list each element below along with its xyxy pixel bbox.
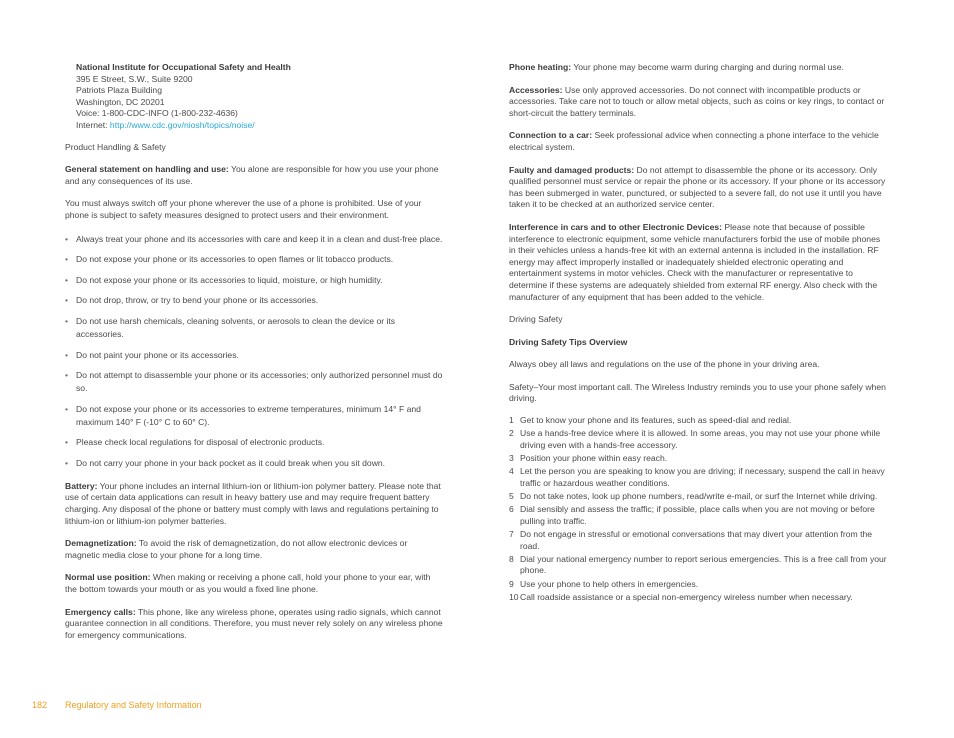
tip-number: 5 bbox=[509, 491, 514, 501]
switch-off-text: You must always switch off your phone wherever the use of a phone is prohibited. Use of your phone is subject to safety measures designed to protect users and their environment. bbox=[65, 198, 422, 220]
demagnetization-paragraph bbox=[65, 538, 443, 561]
safety-important-text: Safety–Your most important call. The Wireless Industry reminds you to use your phone safely when driving. bbox=[509, 381, 886, 404]
list-item: • Do not expose your phone or its accessories to open flames or lit tobacco products. bbox=[65, 253, 443, 266]
internet-label: Internet: bbox=[76, 119, 108, 130]
driving-tips-heading: Driving Safety Tips Overview bbox=[509, 336, 628, 347]
tip-text: Use your phone to help others in emergencies. bbox=[520, 578, 699, 589]
tip-text: Let the person you are speaking to know you are driving; if necessary, suspend the call in heavy traffic or hazardous weather conditions. bbox=[520, 466, 885, 488]
tip-number: 1 bbox=[509, 415, 514, 426]
page-number: 182 bbox=[32, 700, 48, 710]
section-title-driving-safety: Driving Safety bbox=[509, 314, 563, 325]
list-item bbox=[509, 504, 887, 527]
interference-title: Interference in cars and to other Electronic Devices: bbox=[509, 221, 723, 232]
tip-number: 3 bbox=[509, 453, 514, 464]
address-line: Washington, DC 20201 bbox=[76, 96, 165, 107]
normal-use-paragraph bbox=[65, 572, 443, 595]
page-footer bbox=[32, 700, 202, 712]
tip-number: 8 bbox=[509, 553, 514, 564]
tip-number: 9 bbox=[509, 578, 514, 589]
address-line: Patriots Plaza Building bbox=[76, 85, 162, 96]
address-org: National Institute for Occupational Safety and Health bbox=[76, 62, 291, 72]
interference-text: Please note that because of possible interference to electronic equipment, some vehicle manufacturers forbid the use of mobile phones in their vehicles unless a hands-free kit with an external antenna is included in the installation. RF energy may affect improperly installed or inadequately shielded electronic operating and entertainment systems in motor vehicles. Check with the manufacturer or representative to determine if these systems are adequately shielded from external RF energy. Also check with the manufacturer of any equipment that has been added to the vehicle. bbox=[509, 221, 881, 302]
address-line: Voice: 1-800-CDC-INFO (1-800-232-4636) bbox=[76, 108, 238, 119]
list-item bbox=[509, 491, 887, 503]
tip-number: 10 bbox=[509, 591, 519, 602]
accessories-text: Use only approved accessories. Do not connect with incompatible products or accessories. Take care not to touch or allow metal objects, such as coins or key rings, to contact or short-circuit the battery terminals. bbox=[509, 84, 885, 118]
car-connection-paragraph bbox=[509, 130, 887, 153]
emergency-text: This phone, like any wireless phone, operates using radio signals, which cannot guarantee connection in all conditions. Therefore, you must never rely solely on any wireless phone for emergency communications. bbox=[65, 606, 443, 640]
list-item: • Do not paint your phone or its accessories. bbox=[65, 349, 443, 362]
general-text: You alone are responsible for how you use your phone and any consequences of its use. bbox=[65, 164, 439, 186]
accessories-title: Accessories: bbox=[509, 84, 563, 95]
tip-text: Dial your national emergency number to report serious emergencies. This is a free call from your phone. bbox=[520, 553, 887, 576]
tip-number: 7 bbox=[509, 528, 514, 539]
tip-text: Call roadside assistance or a special non-emergency wireless number when necessary. bbox=[520, 591, 853, 602]
list-item bbox=[509, 592, 887, 604]
interference-paragraph bbox=[509, 222, 887, 303]
handling-bullet-list bbox=[65, 233, 443, 470]
driving-tips-list bbox=[509, 415, 887, 603]
list-item bbox=[509, 428, 887, 451]
address-internet bbox=[76, 120, 443, 132]
tip-text: Do not engage in stressful or emotional conversations that may divert your attention from the road. bbox=[520, 528, 873, 551]
tip-number: 2 bbox=[509, 428, 514, 439]
car-text: Seek professional advice when connecting a phone interface to the vehicle electrical system. bbox=[509, 130, 879, 152]
heating-title: Phone heating: bbox=[509, 62, 572, 72]
address-line: 395 E Street, S.W., Suite 9200 bbox=[76, 73, 193, 84]
list-item bbox=[509, 554, 887, 577]
tip-text: Get to know your phone and its features, such as speed-dial and redial. bbox=[520, 415, 792, 426]
list-item bbox=[509, 415, 887, 427]
faulty-text: Do not attempt to disassemble the phone or its accessory. Only qualified personnel must service or repair the phone or its accessory. If your phone or its accessory has been submerged in water, punctured, or subjected to a severe fall, do not use it until you have taken it to be checked at an authorized service center. bbox=[509, 164, 886, 210]
list-item bbox=[509, 529, 887, 552]
tip-text: Do not take notes, look up phone numbers, read/write e-mail, or surf the Internet while driving. bbox=[520, 491, 878, 501]
list-item: • Do not drop, throw, or try to bend your phone or its accessories. bbox=[65, 294, 443, 307]
battery-paragraph bbox=[65, 481, 443, 527]
faulty-title: Faulty and damaged products: bbox=[509, 164, 635, 175]
list-item: • Do not expose your phone or its accessories to liquid, moisture, or high humidity. bbox=[65, 274, 443, 287]
car-title: Connection to a car: bbox=[509, 130, 593, 141]
section-title-product-handling: Product Handling & Safety bbox=[65, 141, 166, 152]
left-column bbox=[65, 62, 443, 652]
battery-text: Your phone includes an internal lithium-ion or lithium-ion polymer battery. Please note that use of certain data applications can result in heavy battery use and may require frequent battery charging. Any disposal of the phone or battery must comply with laws and regulations pertaining to lithium-ion or lithium-ion polymer batteries. bbox=[65, 480, 441, 526]
list-item: • Please check local regulations for disposal of electronic products. bbox=[65, 436, 443, 449]
list-item: • Do not expose your phone or its accessories to extreme temperatures, minimum 14° F and maximum 140° F (-10° C to 60° C). bbox=[65, 403, 443, 429]
faulty-products-paragraph bbox=[509, 165, 887, 211]
right-column bbox=[509, 62, 887, 605]
list-item: • Always treat your phone and its accessories with care and keep it in a clean and dust-free place. bbox=[65, 233, 443, 246]
heating-text: Your phone may become warm during charging and during normal use. bbox=[573, 62, 844, 72]
accessories-paragraph bbox=[509, 85, 887, 120]
demag-title: Demagnetization: bbox=[65, 538, 137, 549]
normal-title: Normal use position: bbox=[65, 572, 151, 583]
list-item: • Do not carry your phone in your back pocket as it could break when you sit down. bbox=[65, 457, 443, 470]
tip-text: Use a hands-free device where it is allowed. In some areas, you may not use your phone while driving even with a hands-free accessory. bbox=[520, 428, 881, 450]
tip-number: 6 bbox=[509, 504, 514, 515]
list-item bbox=[509, 579, 887, 591]
driving-tips-title bbox=[509, 337, 887, 349]
general-statement bbox=[65, 164, 443, 187]
niosh-link[interactable]: http://www.cdc.gov/niosh/topics/noise/ bbox=[109, 119, 255, 130]
niosh-address bbox=[76, 62, 443, 132]
phone-heating-paragraph bbox=[509, 62, 887, 74]
list-item: • Do not attempt to disassemble your phone or its accessories; only authorized personnel must do so. bbox=[65, 369, 443, 395]
battery-title: Battery: bbox=[65, 480, 98, 491]
list-item bbox=[509, 453, 887, 465]
emergency-paragraph bbox=[65, 607, 443, 642]
footer-title: Regulatory and Safety Information bbox=[65, 700, 202, 710]
list-item bbox=[509, 466, 887, 489]
list-item: • Do not use harsh chemicals, cleaning solvents, or aerosols to clean the device or its accessories. bbox=[65, 315, 443, 341]
emergency-title: Emergency calls: bbox=[65, 606, 136, 617]
normal-text: When making or receiving a phone call, hold your phone to your ear, with the bottom towards your mouth or as you would a fixed line phone. bbox=[65, 572, 431, 595]
tip-text: Position your phone within easy reach. bbox=[520, 453, 668, 464]
tip-number: 4 bbox=[509, 466, 514, 477]
tip-text: Dial sensibly and assess the traffic; if possible, place calls when you are not moving or before pulling into traffic. bbox=[520, 504, 875, 526]
demag-text: To avoid the risk of demagnetization, do not allow electronic devices or magnetic media close to your phone for a long time. bbox=[65, 538, 408, 560]
obey-laws-text: Always obey all laws and regulations on the use of the phone in your driving area. bbox=[509, 359, 820, 370]
general-title: General statement on handling and use: bbox=[65, 164, 229, 175]
